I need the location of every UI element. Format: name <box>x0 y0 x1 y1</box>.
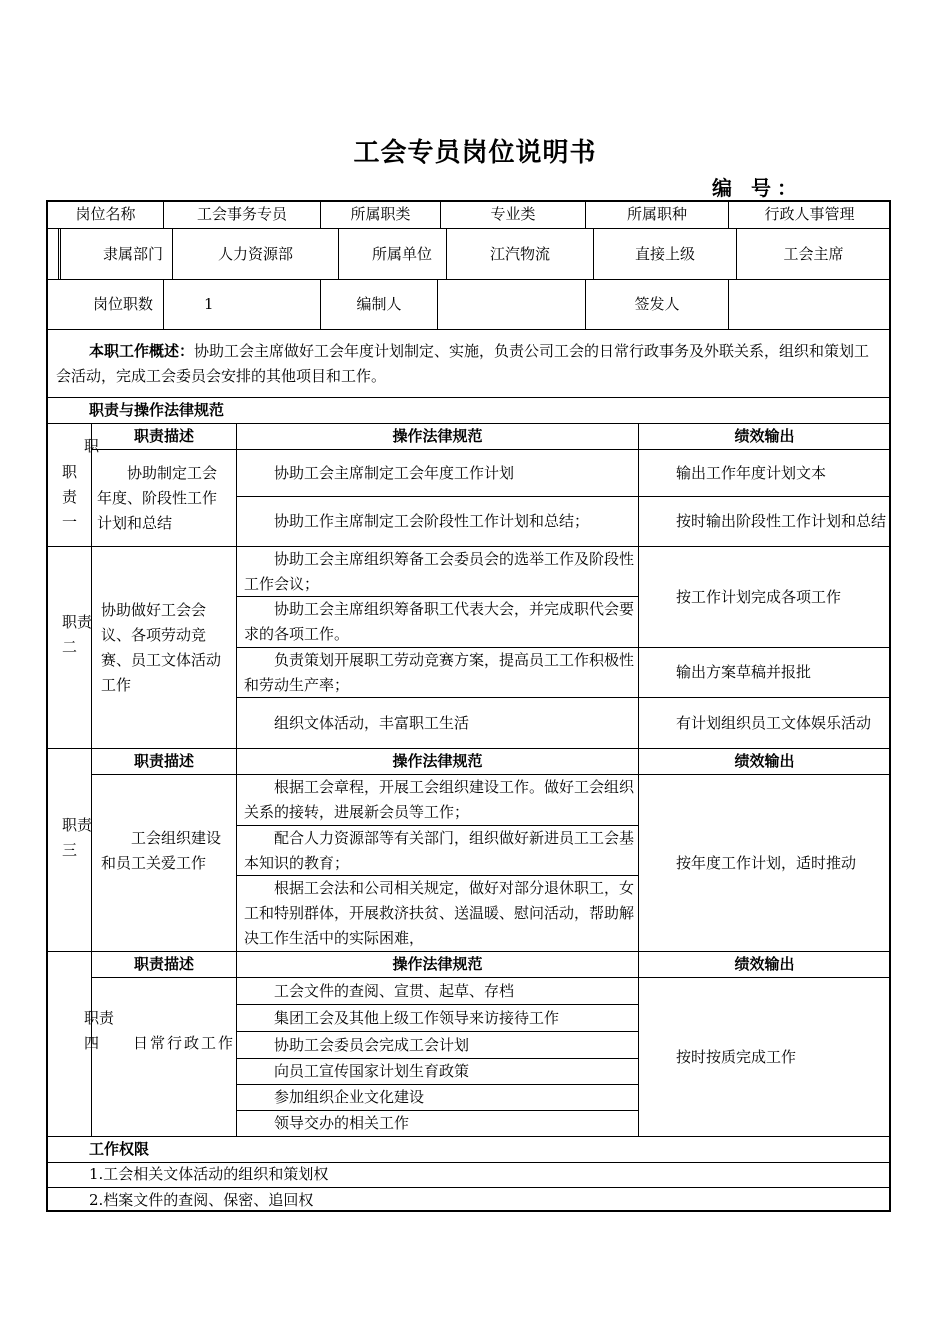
column-header-description-3: 职责描述 <box>133 955 194 973</box>
column-header-output-3: 绩效输出 <box>734 955 795 973</box>
job-summary <box>56 339 884 389</box>
info-value-position-name: 工会事务专员 <box>196 205 287 223</box>
job-summary-label: 本职工作概述： <box>89 342 195 360</box>
info-label-unit: 所属单位 <box>372 244 433 263</box>
duty4-norm-4: 向员工宣传国家计划生育政策 <box>274 1062 470 1080</box>
column-header-description-2: 职责描述 <box>133 752 194 770</box>
authority-item-1: 1.工会相关文体活动的组织和策划权 <box>89 1165 329 1183</box>
duty4-norm-2: 集团工会及其他上级工作领导来访接待工作 <box>274 1008 560 1027</box>
info-label-job-class: 所属职类 <box>350 205 411 223</box>
duty3-norm-3: 根据工会法和公司相关规定，做好对部分退休职工，女工和特别群体，开展救济扶贫、送温暖、慰问活动，帮助解决工作生活中的实际困难， <box>244 879 635 947</box>
authority-heading: 工作权限 <box>89 1140 150 1158</box>
info-label-department: 隶属部门 <box>102 244 163 263</box>
column-header-output: 绩效输出 <box>734 427 795 445</box>
info-label-headcount: 岗位职数 <box>92 295 153 313</box>
info-value-superior: 工会主席 <box>783 244 844 263</box>
duty2-output-3: 有计划组织员工文体娱乐活动 <box>676 713 872 732</box>
column-header-output-2: 绩效输出 <box>734 752 795 770</box>
duty1-norm-2: 协助工作主席制定工会阶段性工作计划和总结； <box>274 512 590 530</box>
duty4-output: 按时按质完成工作 <box>676 1047 797 1066</box>
duties-heading: 职责与操作法律规范 <box>89 401 225 419</box>
info-value-issuer <box>729 280 890 329</box>
info-value-department: 人力资源部 <box>217 244 293 263</box>
duty1-output-2: 按时输出阶段性工作计划和总结 <box>676 512 887 530</box>
duty1-description: 协助制定工会年度、阶段性工作计划和总结 <box>97 464 218 532</box>
info-value-unit: 江汽物流 <box>489 244 550 263</box>
page-title: 工会专员岗位说明书 <box>353 138 597 168</box>
column-header-norms-3: 操作法律规范 <box>392 955 483 973</box>
duty2-description: 协助做好工会会议、各项劳动竞赛、员工文体活动工作 <box>101 601 222 694</box>
duty2-norm-1: 协助工会主席组织筹备工会委员会的选举工作及阶段性工作会议； <box>244 549 635 593</box>
duty4-label: 职责四 <box>84 1009 115 1052</box>
info-label-author: 编制人 <box>356 295 402 313</box>
duty2-norm-2: 协助工会主席组织筹备职工代表大会，并完成职代会要求的各项工作。 <box>244 600 635 643</box>
column-header-description: 职责描述 <box>133 427 194 445</box>
duty1-label: 职责一 <box>62 463 78 531</box>
info-label-superior: 直接上级 <box>634 244 695 263</box>
duty3-description: 工会组织建设和员工关爱工作 <box>101 829 222 872</box>
duty4-description: 日常行政工作 <box>133 1034 233 1052</box>
duty4-norm-3: 协助工会委员会完成工会计划 <box>274 1035 470 1054</box>
info-label-issuer: 签发人 <box>634 295 680 313</box>
document-number-label: 编 号： <box>712 176 803 200</box>
duty1-norm-1: 协助工会主席制定工会年度工作计划 <box>274 463 515 482</box>
duty1-label-fragment: 职 <box>84 437 100 455</box>
info-label-position-name: 岗位名称 <box>75 205 136 223</box>
column-header-norms-2: 操作法律规范 <box>392 752 483 770</box>
duty3-label: 职责三 <box>62 816 93 859</box>
duty3-output: 按年度工作计划，适时推动 <box>676 853 857 872</box>
info-label-job-type: 所属职种 <box>626 205 687 223</box>
authority-item-2: 2.档案文件的查阅、保密、追回权 <box>89 1191 314 1209</box>
duty2-output-1: 按工作计划完成各项工作 <box>676 587 842 606</box>
info-value-job-type: 行政人事管理 <box>764 205 855 223</box>
duty3-norm-1: 根据工会章程，开展工会组织建设工作。做好工会组织关系的接转，进展新会员等工作； <box>244 778 635 821</box>
duty2-norm-4: 组织文体活动，丰富职工生活 <box>274 713 470 732</box>
column-header-norms: 操作法律规范 <box>392 427 483 445</box>
info-value-job-class: 专业类 <box>490 205 536 223</box>
info-value-headcount: 1 <box>204 295 214 313</box>
duty4-norm-5: 参加组织企业文化建设 <box>274 1088 425 1106</box>
duty4-norm-1: 工会文件的查阅、宣贯、起草、存档 <box>274 981 515 1000</box>
duty4-norm-6: 领导交办的相关工作 <box>274 1114 410 1132</box>
duty3-norm-2: 配合人力资源部等有关部门，组织做好新进员工工会基本知识的教育； <box>244 828 635 872</box>
duty2-norm-3: 负责策划开展职工劳动竞赛方案，提高员工工作积极性和劳动生产率； <box>244 650 635 694</box>
duty1-output-1: 输出工作年度计划文本 <box>676 463 827 482</box>
info-value-author <box>438 280 585 329</box>
duty2-output-2: 输出方案草稿并报批 <box>676 663 812 681</box>
job-summary-text: 协助工会主席做好工会年度计划制定、实施，负责公司工会的日常行政事务及外联关系，组织和策划工会活动，完成工会委员会安排的其他项目和工作。 <box>56 342 870 385</box>
duty2-label: 职责二 <box>62 613 93 656</box>
